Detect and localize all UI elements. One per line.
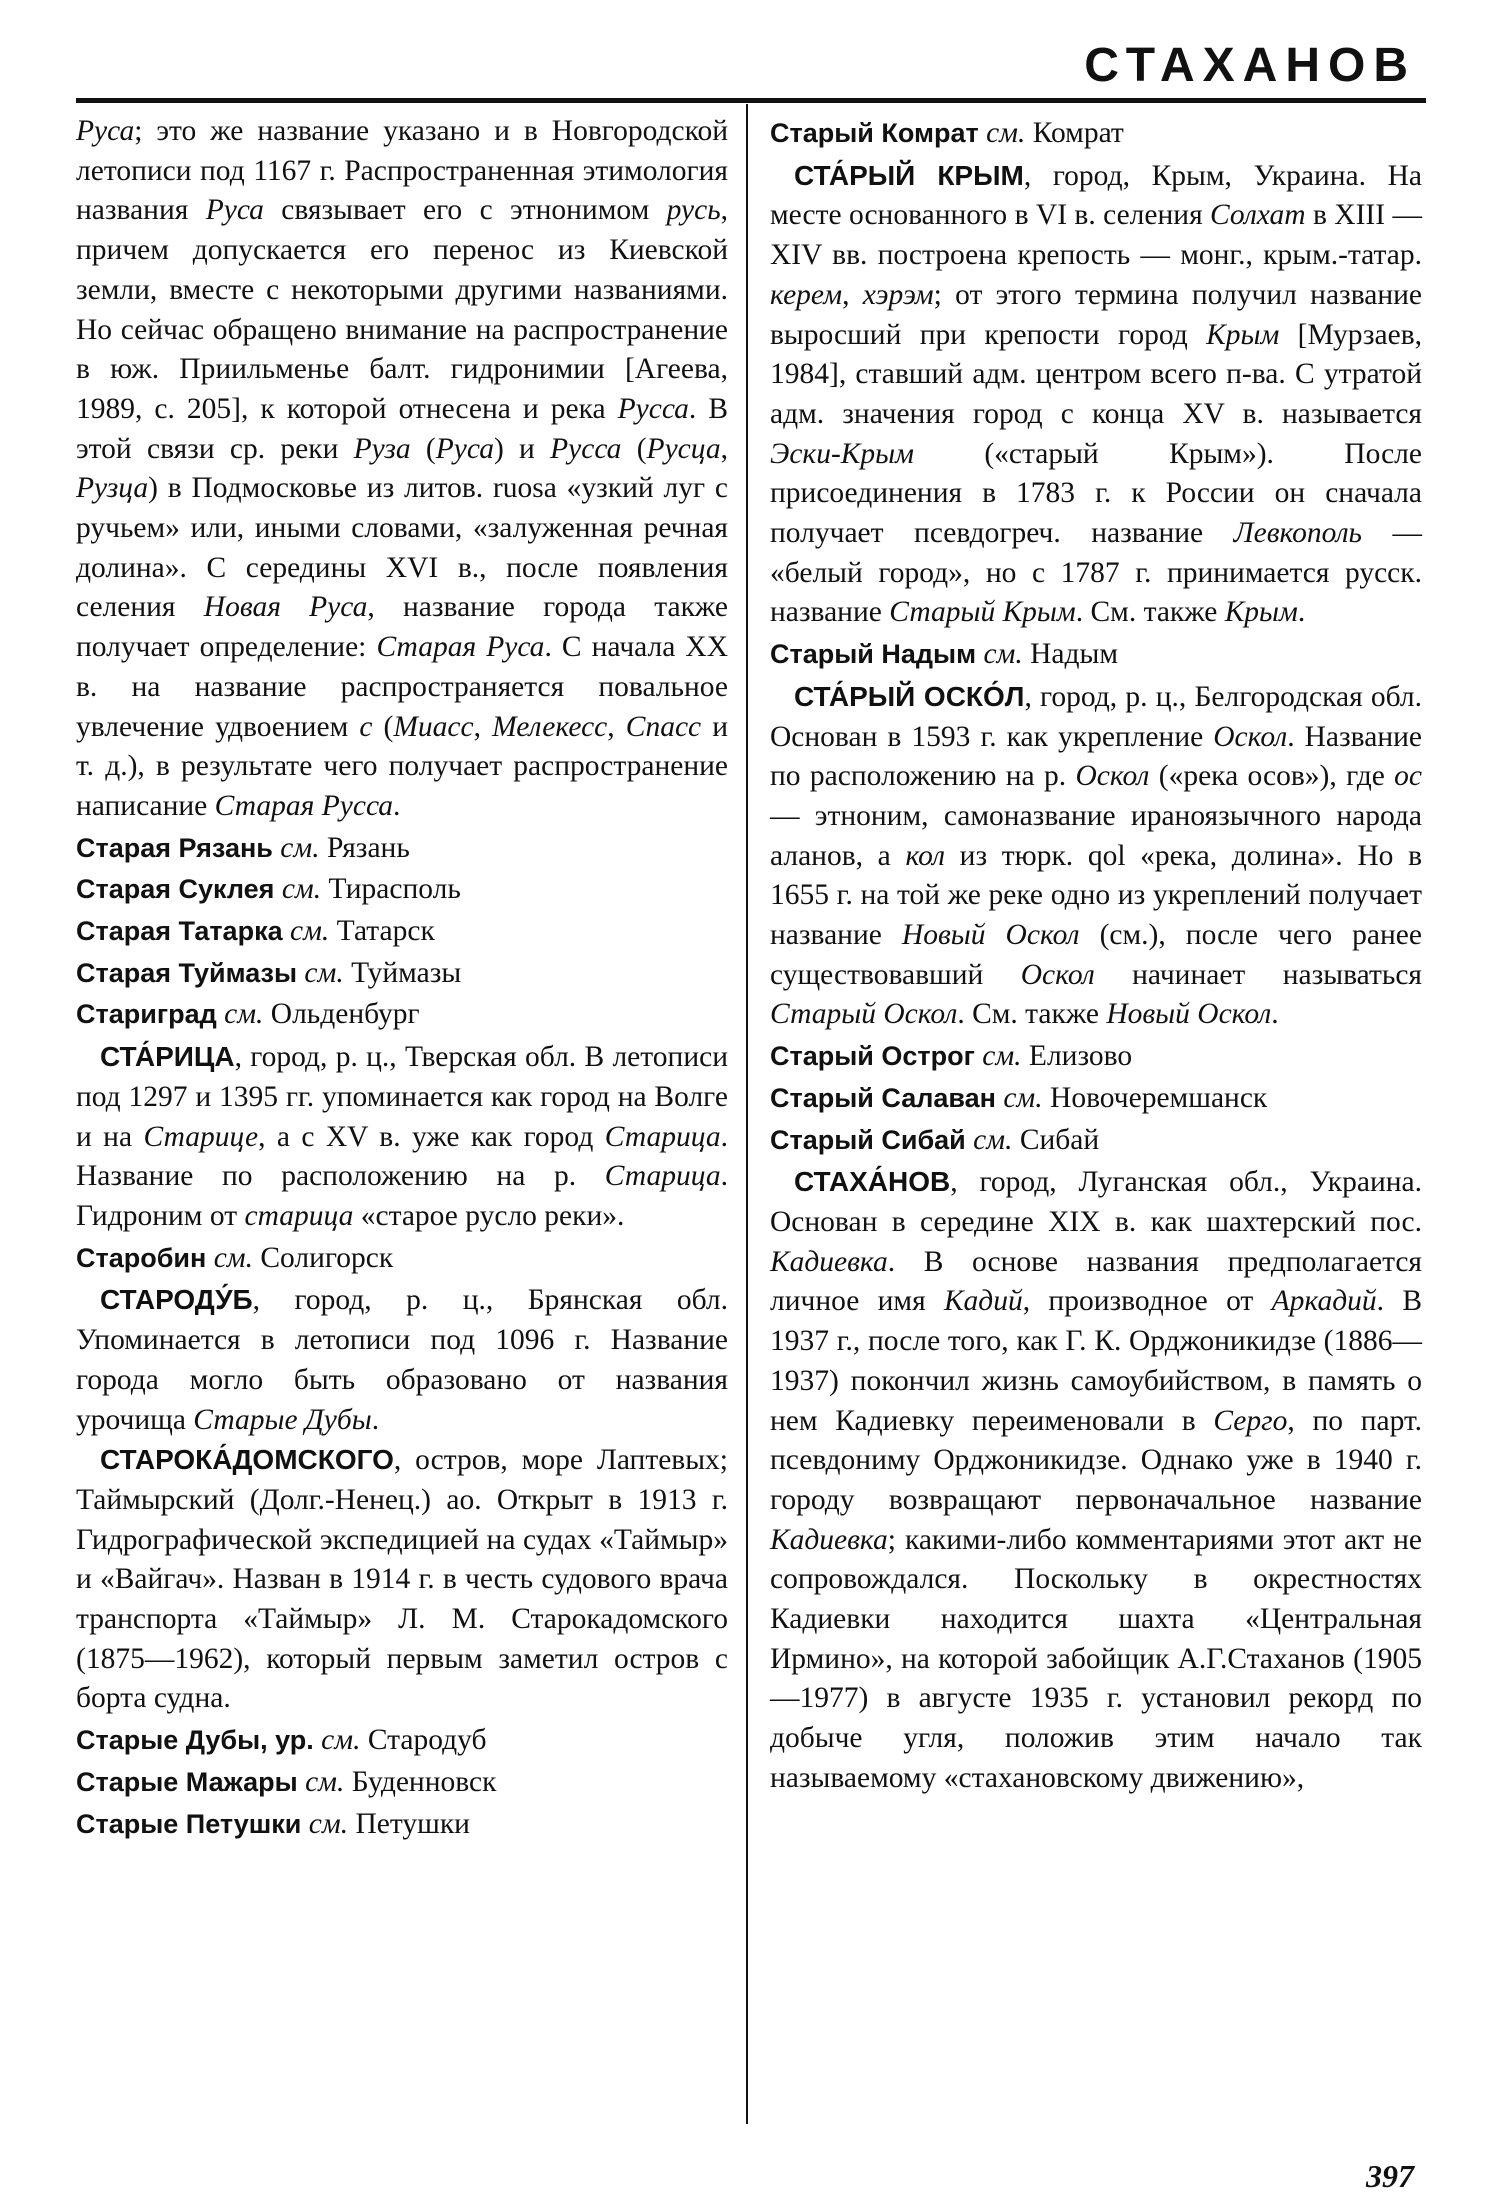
dictionary-entry: СТАРОДУ́Б, город, р. ц., Брянская обл. Упоминается в летописи под 1096 г. Название города могло быть образовано от названия урочища Старые Дубы. — [76, 1284, 728, 1436]
dictionary-entry: СТАХА́НОВ, город, Луганская обл., Украина. Основан в середине XIX в. как шахтерский пос. Кадиевка. В основе названия предполагается личное имя Кадий, производное от Аркадий. В 1937 г., после того, как Г. К. Орджоникидзе (1886—1937) покончил жизнь самоубийством, в память о нем Кадиевку переименовали в Серго, по парт. псевдониму Орджоникидзе. Однако уже в 1940 г. городу возвращают первоначальное название Кадиевка; какими-либо комментариями этот акт не сопровождался. Поскольку в окрестностях Кадиевки находится шахта «Центральная Ирмино», на которой забойщик А.Г.Стаханов (1905—1977) в августе 1935 г. установил рекорд по добыче угля, положив этим начало так называемому «стахановскому движению», — [770, 1166, 1422, 1794]
cross-reference: Стариград см. Ольденбург — [76, 998, 420, 1031]
entry-continuation: Руса; это же название указано и в Новгородской летописи под 1167 г. Распространенная этимология названия Руса связывает его с этнонимом русь, причем допускается его перенос из Киевской земли, вместе с некоторыми другими названиями. Но сейчас обращено внимание на распространение в юж. Приильменье балт. гидронимии [Агеева, 1989, с. 205], к которой отнесена и река Русса. В этой связи ср. реки Руза (Руса) и Русса (Русца, Рузца) в Подмосковье из литов. ruosa «узкий луг с ручьем» или, иными словами, «залуженная речная долина». С середины XVI в., после появления селения Новая Руса, название города также получает определение: Старая Руса. С начала XX в. на название распространяется повальное увлечение удвоением с (Миасс, Мелекесс, Спасс и т. д.), в результате чего получает распространение написание Старая Русса. — [76, 115, 729, 822]
page-number: 397 — [1366, 2158, 1414, 2194]
left-column — [76, 112, 728, 1846]
dictionary-entry: СТА́РЫЙ ОСКО́Л, город, р. ц., Белгородская обл. Основан в 1593 г. как укрепление Оскол. Название по расположению на р. Оскол («река осов»), где ос — этноним, самоназвание ираноязычного народа аланов, а кол из тюрк. qol «река, долина». Но в 1655 г. на той же реке одно из укреплений получает название Новый Оскол (см.), после чего ранее существовавший Оскол начинает называться Старый Оскол. См. также Новый Оскол. — [770, 680, 1422, 1031]
column-divider — [746, 104, 748, 2124]
cross-reference: Старая Туймазы см. Туймазы — [76, 956, 462, 989]
cross-reference: Старая Суклея см. Тирасполь — [76, 873, 461, 906]
cross-reference: Старый Надым см. Надым — [770, 638, 1119, 671]
header-rule — [76, 98, 1426, 103]
cross-reference: Старые Дубы, ур. см. Стародуб — [76, 1724, 487, 1757]
running-head: СТАХАНОВ — [1084, 39, 1416, 92]
cross-reference: Старый Комрат см. Комрат — [770, 117, 1124, 149]
cross-reference: Старая Рязань см. Рязань — [76, 831, 410, 864]
right-column — [770, 112, 1422, 1799]
dictionary-entry: СТА́РЫЙ КРЫМ, город, Крым, Украина. На месте основанного в VI в. селения Солхат в XIII — XIV вв. построена крепость — монг., крым.-татар. керем, хэрэм; от этого термина получил название выросший при крепости город Крым [Мурзаев, 1984], ставший адм. центром всего п-ва. С утратой адм. значения город с конца XV в. называется Эски-Крым («старый Крым»). После присоединения в 1783 г. к России он сначала получает псевдогреч. название Левкополь — «белый город», но с 1787 г. принимается русск. название Старый Крым. См. также Крым. — [770, 159, 1423, 629]
cross-reference: Старая Татарка см. Татарск — [76, 915, 435, 948]
cross-reference: Старобин см. Солигорск — [76, 1241, 394, 1274]
dictionary-entry: СТА́РИЦА, город, р. ц., Тверская обл. В летописи под 1297 и 1395 гг. упоминается как город на Волге и на Старице, а с XV в. уже как город Старица. Название по расположению на р. Старица. Гидроним от старица «старое русло реки». — [76, 1041, 728, 1232]
cross-reference: Старый Салаван см. Новочеремшанск — [770, 1081, 1268, 1114]
cross-reference: Старые Петушки см. Петушки — [76, 1807, 470, 1840]
cross-reference: Старый Острог см. Елизово — [770, 1040, 1133, 1073]
cross-reference: Старый Сибай см. Сибай — [770, 1123, 1100, 1156]
dictionary-entry: СТАРОКА́ДОМСКОГО, остров, море Лаптевых; Таймырский (Долг.-Ненец.) ао. Открыт в 1913 г. Гидрографической экспедицией на судах «Таймыр» и «Вайгач». Назван в 1914 г. в честь судового врача транспорта «Таймыр» Л. М. Старокадомского (1875—1962), который первым заметил остров с борта судна. — [76, 1444, 728, 1715]
cross-reference: Старые Мажары см. Буденновск — [76, 1765, 497, 1798]
